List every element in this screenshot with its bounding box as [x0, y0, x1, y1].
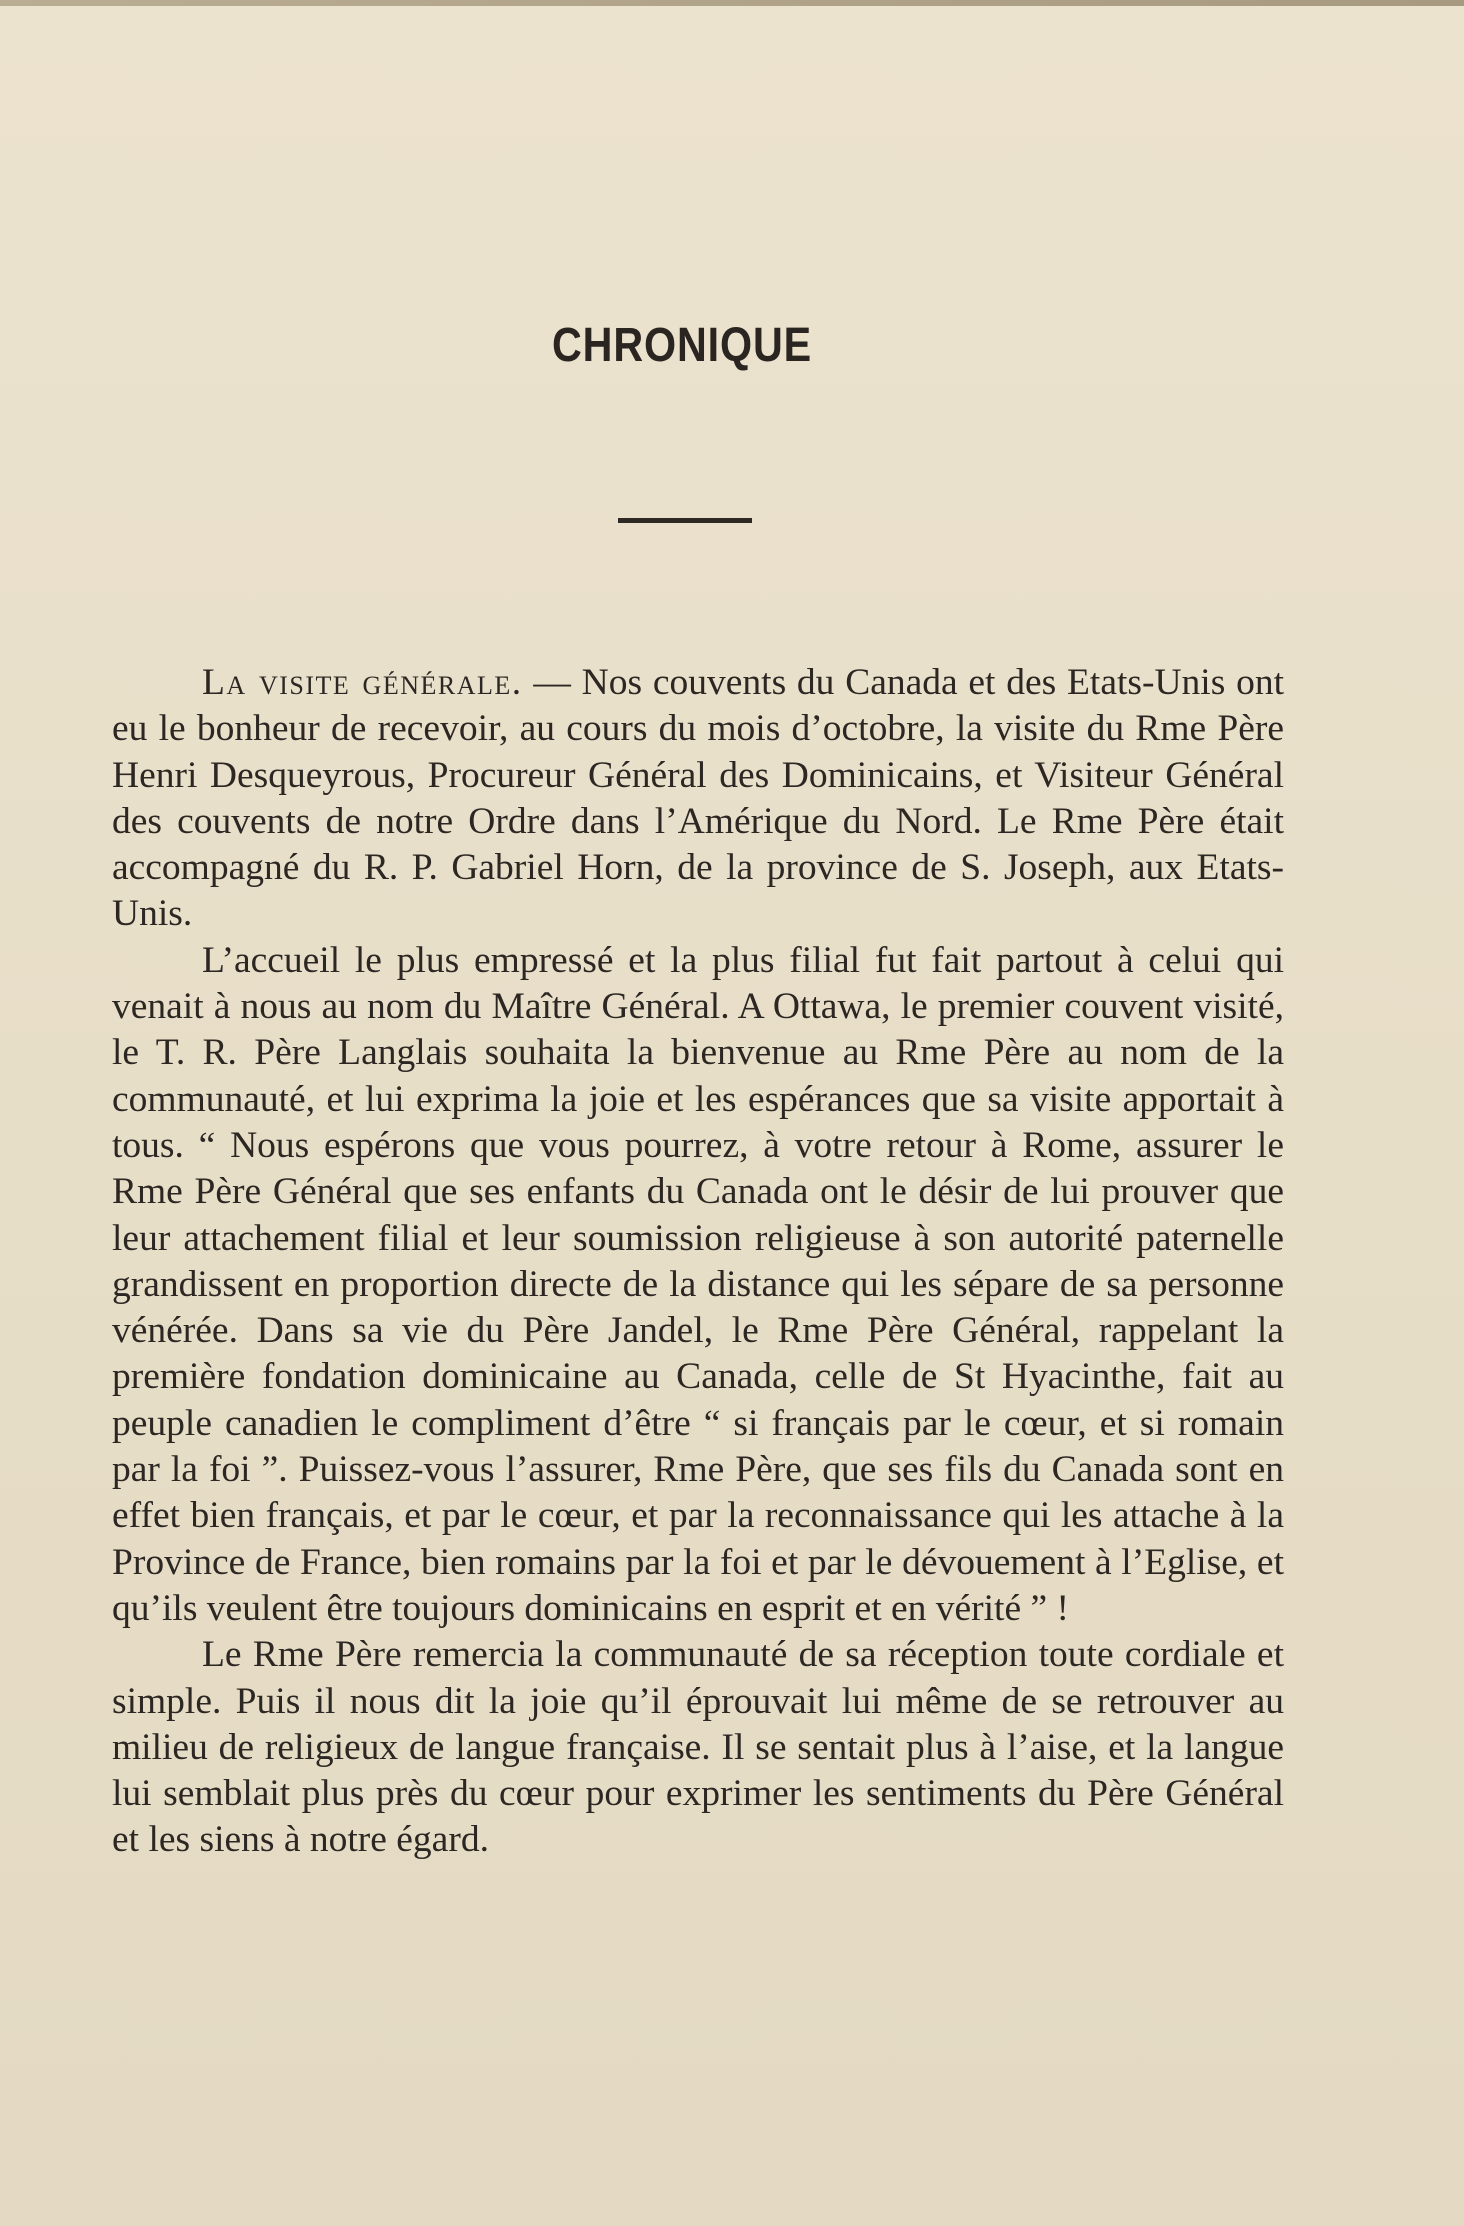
article-body [112, 660, 1284, 1864]
paragraph-text: — Nos couvents du Canada et des Etats-Unis ont eu le bonheur de recevoir, au cours du mois d’octobre, la visite du Rme Père Henri Desqueyrous, Procureur Général des Dominicains, et Visiteur Général des couvents de notre Ordre dans l’Amérique du Nord. Le Rme Père était accompagné du R. P. Gabriel Horn, de la province de S. Joseph, aux Etats-Unis. [112, 662, 1285, 935]
paragraph-text: Le Rme Père remercia la communauté de sa réception toute cordiale et simple. Puis il nous dit la joie qu’il éprouvait lui même de se retrouver au milieu de religieux de langue française. Il se sentait plus à l’aise, et la langue lui semblait plus près du cœur pour exprimer les sentiments du Père Général et les siens à notre égard. [112, 1634, 1284, 1861]
paragraph-2 [112, 938, 1284, 1632]
paragraph-text: L’accueil le plus empressé et la plus filial fut fait partout à celui qui venait à nous au nom du Maître Général. A Ottawa, le premier couvent visité, le T. R. Père Langlais souhaita la bienvenue au Rme Père au nom de la communauté, et lui exprima la joie et les espérances que sa visite apportait à tous. “ Nous espérons que vous pourrez, à votre retour à Rome, assurer le Rme Père Général que ses enfants du Canada ont le désir de lui prouver que leur attachement filial et leur soumission religieuse à son autorité paternelle grandissent en proportion directe de la distance qui les sépare de sa personne vénérée. Dans sa vie du Père Jandel, le Rme Père Général, rappelant la première fondation dominicaine au Canada, celle de St Hyacinthe, fait au peuple canadien le compliment d’être “ si français par le cœur, et si romain par la foi ”. Puissez-vous l’assurer, Rme Père, que ses fils du Canada sont en effet bien français, et par le cœur, et par la reconnaissance qui les attache à la Province de France, bien romains par la foi et par le dévouement à l’Eglise, et qu’ils veulent être toujours dominicains en esprit et en vérité ” ! [112, 939, 1284, 1629]
title-divider [618, 518, 752, 523]
page-title: CHRONIQUE [551, 319, 813, 372]
paragraph-3 [112, 1632, 1284, 1863]
page-top-edge [0, 0, 1464, 6]
section-lead: La visite générale. [202, 662, 523, 703]
paragraph-1 [112, 660, 1284, 938]
